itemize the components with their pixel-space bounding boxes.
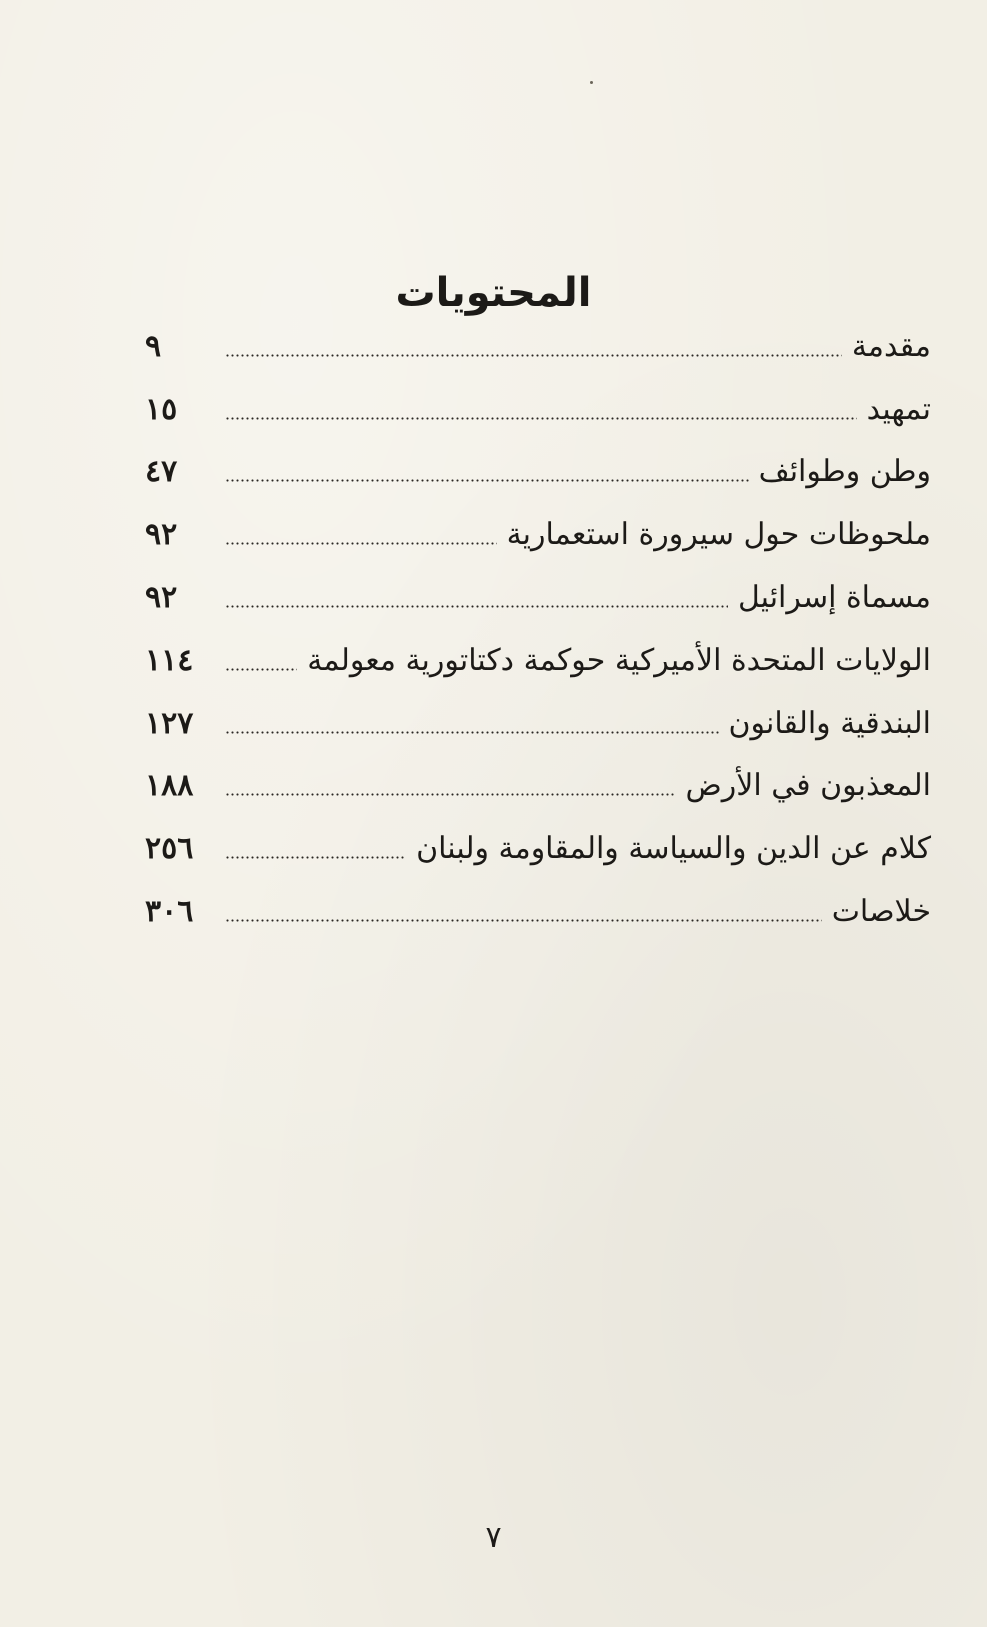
toc-entry [145, 808, 931, 871]
page-number: ٧ [485, 1520, 502, 1555]
toc-entry-title: مسماة إسرائيل [737, 579, 931, 615]
toc-entry [145, 494, 931, 557]
toc-entry-page: ٩٢ [145, 517, 178, 553]
toc-entry-page: ٩ [145, 328, 162, 364]
toc-entry-page: ١٢٧ [145, 705, 194, 741]
dot-leader [225, 542, 497, 545]
dot-leader [225, 605, 728, 608]
dot-leader [225, 354, 842, 357]
toc-entry [145, 620, 931, 683]
dot-leader [225, 731, 719, 734]
toc-entry-title: المعذبون في الأرض [685, 768, 931, 804]
toc-entry-title: تمهيد [866, 391, 931, 427]
toc-entry [145, 432, 931, 495]
toc-entry-page: ٩٢ [145, 579, 178, 615]
toc-entry-title: كلام عن الدين والسياسة والمقاومة ولبنان [416, 831, 931, 867]
toc-entry-page: ٣٠٦ [145, 893, 194, 929]
toc-entry-page: ٢٥٦ [145, 831, 194, 867]
dot-leader [225, 856, 406, 859]
dot-leader [225, 417, 857, 420]
table-of-contents [145, 306, 931, 934]
toc-entry-page: ٤٧ [145, 454, 178, 490]
toc-entry [145, 557, 931, 620]
toc-entry [145, 746, 931, 809]
toc-entry-title: البندقية والقانون [728, 705, 931, 741]
paper-speck [590, 81, 593, 84]
page-title: المحتويات [395, 269, 592, 316]
toc-entry-title: الولايات المتحدة الأميركية حوكمة دكتاتورية معولمة [307, 642, 931, 678]
dot-leader [225, 793, 675, 796]
dot-leader [225, 668, 297, 671]
toc-entry [145, 683, 931, 746]
toc-entry [145, 871, 931, 934]
toc-entry-page: ١١٤ [145, 642, 194, 678]
toc-entry [145, 369, 931, 432]
dot-leader [225, 919, 822, 922]
toc-entry-page: ١٨٨ [145, 768, 194, 804]
toc-entry [145, 306, 931, 369]
toc-entry-title: خلاصات [831, 893, 931, 929]
toc-entry-title: ملحوظات حول سيرورة استعمارية [506, 517, 931, 553]
toc-entry-title: وطن وطوائف [758, 454, 931, 490]
toc-entry-page: ١٥ [145, 391, 178, 427]
dot-leader [225, 479, 749, 482]
toc-entry-title: مقدمة [851, 328, 931, 364]
